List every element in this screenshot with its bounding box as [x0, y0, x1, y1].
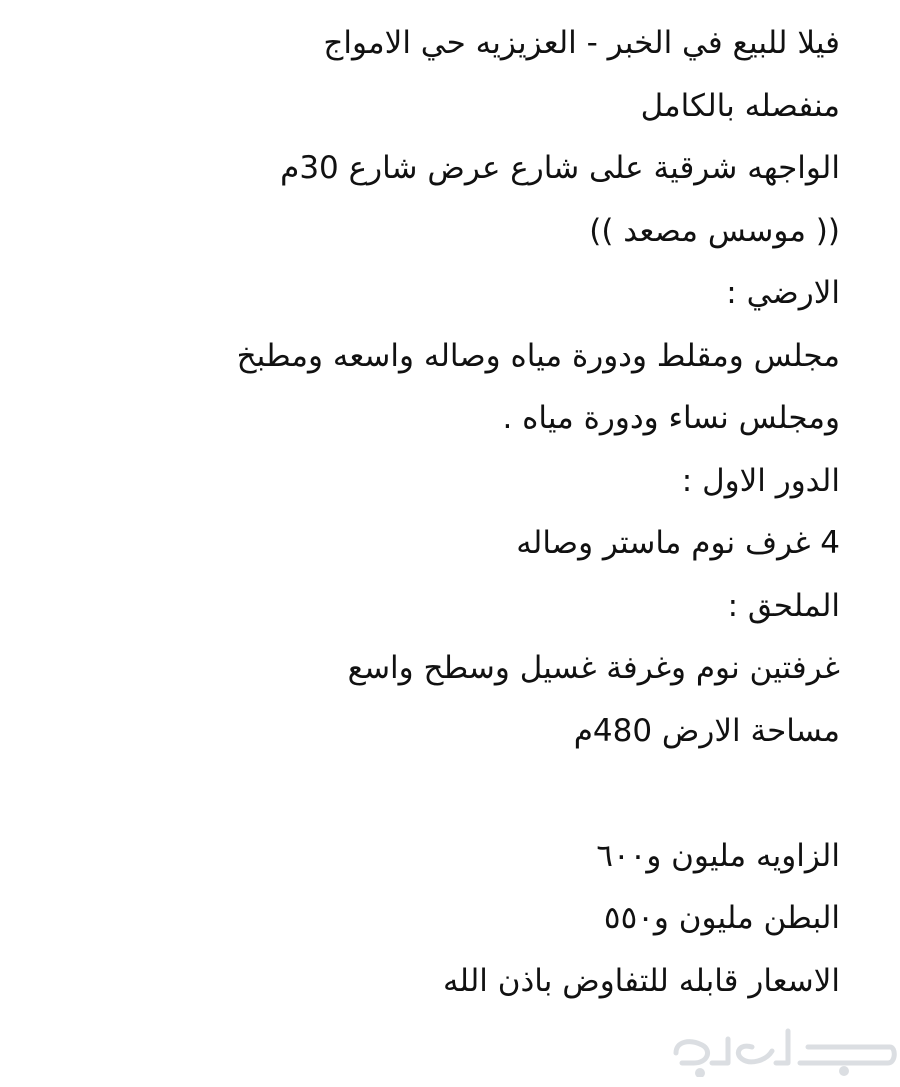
negotiable-line: الاسعار قابله للتفاوض باذن الله	[442, 962, 840, 999]
ground-floor-details-1: مجلس ومقلط ودورة مياه وصاله واسعه ومطبخ	[236, 337, 840, 374]
inner-price-line: البطن مليون و٥٥٠	[603, 900, 840, 936]
annex-details: غرفتين نوم وغرفة غسيل وسطح واسع	[347, 650, 840, 686]
listing-description	[40, 12, 840, 1012]
corner-price-line: الزاويه مليون و٦٠٠	[596, 837, 840, 874]
annex-heading: الملحق :	[727, 587, 840, 624]
ground-floor-details-2: ومجلس نساء ودورة مياه .	[502, 400, 840, 436]
facade-line: الواجهه شرقية على شارع عرض شارع 30م	[280, 150, 840, 186]
detached-line: منفصله بالكامل	[640, 87, 840, 124]
listing-title-line: فيلا للبيع في الخبر - العزيزيه حي الامواج	[323, 25, 840, 61]
first-floor-heading: الدور الاول :	[681, 462, 840, 499]
land-area-line: مساحة الارض 480م	[573, 712, 840, 749]
haraj-logo-watermark	[668, 1017, 900, 1077]
ground-floor-heading: الارضي :	[726, 275, 840, 311]
blank-line	[40, 762, 840, 825]
elevator-line: (( موسس مصعد ))	[589, 212, 840, 249]
first-floor-details: 4 غرف نوم ماستر وصاله	[516, 525, 840, 561]
